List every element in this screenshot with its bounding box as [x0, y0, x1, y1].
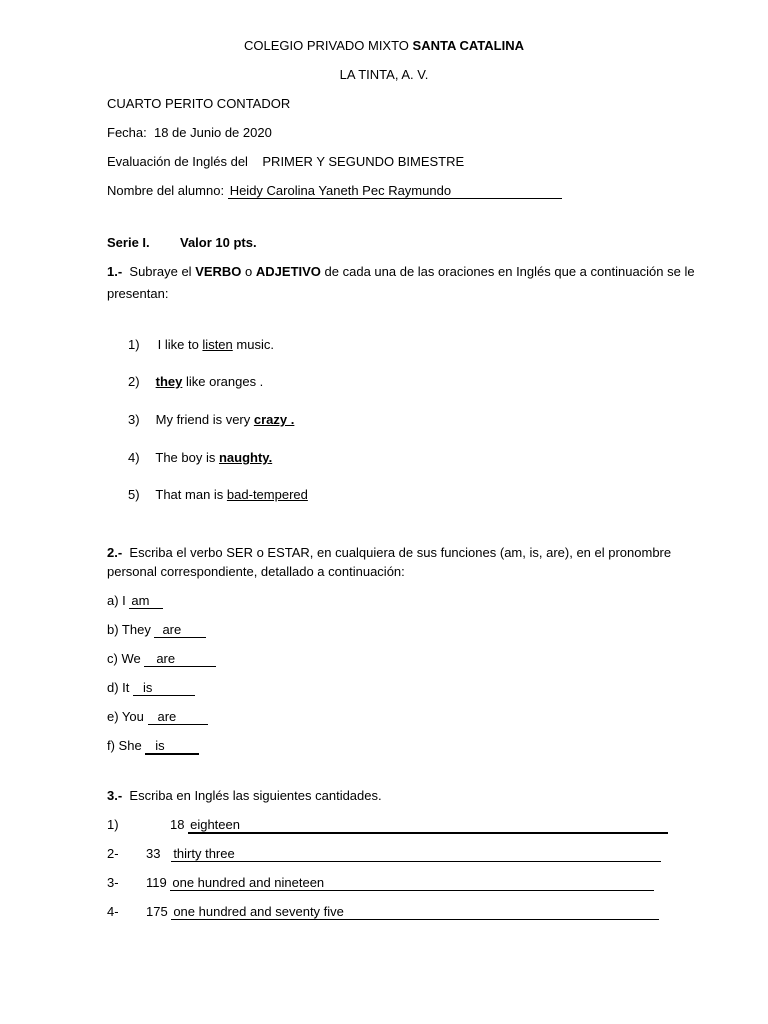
- q3-item: [107, 817, 668, 834]
- student-name: Heidy Carolina Yaneth Pec Raymundo: [228, 184, 562, 199]
- q3-item-amount: 175: [146, 904, 168, 919]
- school-name: SANTA CATALINA: [412, 38, 524, 53]
- q1-text-b: o: [245, 264, 253, 279]
- q3-item: [107, 846, 661, 862]
- q1-item: [128, 374, 263, 390]
- q1-number: 1.-: [107, 264, 123, 279]
- q1-keyword-verbo: VERBO: [195, 264, 242, 279]
- q2-item-label: f) She: [107, 738, 146, 753]
- q3-item-number: 3-: [107, 875, 119, 890]
- q2-paren: (am, is, are): [499, 545, 570, 560]
- student-line: [107, 183, 562, 199]
- q1-text-d: presentan:: [107, 286, 169, 301]
- eval-label: Evaluación de Inglés del: [107, 154, 248, 169]
- q2-text-b: , en el pronombre: [569, 545, 672, 560]
- q3-number: 3.-: [107, 788, 123, 803]
- q2-item-label: c) We: [107, 651, 145, 666]
- q2-item: [107, 680, 195, 696]
- q2-item-label: a) I: [107, 593, 130, 608]
- q2-item: [107, 651, 216, 667]
- q2-item-answer: are: [148, 710, 208, 725]
- q1-item: [128, 337, 274, 353]
- date-line: [107, 125, 272, 141]
- q1-text-a: Subraye el: [129, 264, 192, 279]
- q1-item-pre: That man is: [155, 487, 227, 502]
- q2-number: 2.-: [107, 545, 123, 560]
- q3-item-answer: one hundred and seventy five: [171, 905, 659, 920]
- q2-item: [107, 709, 208, 725]
- q2-text-a: Escriba el verbo SER o ESTAR, en cualquiera de sus funciones: [129, 545, 497, 560]
- q3-item-answer: eighteen: [188, 818, 668, 834]
- serie-value: Valor 10 pts.: [180, 235, 257, 250]
- q1-item-answer: they: [155, 374, 183, 389]
- q2-item-label: e) You: [107, 709, 148, 724]
- q1-item: [128, 412, 294, 428]
- q2-item-answer: is: [133, 681, 195, 696]
- q3-item-answer: one hundred and nineteen: [170, 876, 654, 891]
- q2-item-answer: are: [144, 652, 216, 667]
- serie-title: Serie I.: [107, 235, 150, 250]
- q2-item-answer: am: [129, 594, 163, 609]
- q3-item-answer: thirty three: [171, 847, 661, 862]
- q3-item-number: 4-: [107, 904, 119, 919]
- q1-item-answer: listen: [202, 337, 233, 352]
- q3-item: [107, 904, 659, 920]
- location: LA TINTA, A. V.: [339, 67, 429, 82]
- q3-item-number: 1): [107, 817, 119, 832]
- q2-item-answer: is: [145, 739, 199, 755]
- q3-item-amount: 18: [170, 817, 185, 832]
- q3-item-number: 2-: [107, 846, 119, 861]
- q1-item-number: 5): [128, 487, 140, 502]
- q1-item-answer: bad-tempered: [226, 487, 308, 502]
- q1-item-post: music.: [232, 337, 274, 352]
- eval-value: PRIMER Y SEGUNDO BIMESTRE: [262, 154, 465, 169]
- q1-item-number: 1): [128, 337, 140, 352]
- q1-item-pre: The boy is: [155, 450, 219, 465]
- q3-item: [107, 875, 654, 891]
- grade: CUARTO PERITO CONTADOR: [107, 96, 291, 111]
- school-title: [0, 38, 768, 54]
- q2-item: [107, 622, 206, 638]
- school-prefix: COLEGIO PRIVADO MIXTO: [243, 38, 409, 53]
- q2-item-label: d) It: [107, 680, 134, 695]
- q1-keyword-adjetivo: ADJETIVO: [255, 264, 321, 279]
- q1-item: [128, 450, 272, 466]
- q2-item: [107, 738, 199, 755]
- q3-item-amount: 119: [146, 875, 167, 890]
- q1-text-c: de cada una de las oraciones en Inglés que a continuación se le: [324, 264, 695, 279]
- q2-instruction: [107, 545, 671, 561]
- q1-item-answer: crazy .: [253, 412, 295, 427]
- q3-item-amount: 33: [146, 846, 161, 861]
- q2-item-label: b) They: [107, 622, 155, 637]
- q2-item: [107, 593, 163, 609]
- q2-text-c: personal correspondiente, detallado a continuación:: [107, 564, 405, 579]
- q1-item-pre: I like to: [157, 337, 203, 352]
- q1-item-number: 3): [128, 412, 140, 427]
- date-label: Fecha:: [107, 125, 147, 140]
- q1-item-answer: naughty.: [218, 450, 273, 465]
- q1-item-pre: My friend is very: [155, 412, 254, 427]
- q1-item-post: like oranges .: [182, 374, 264, 389]
- student-label: Nombre del alumno:: [107, 183, 225, 198]
- q3-text: Escriba en Inglés las siguientes cantidades.: [129, 788, 382, 803]
- date-value: 18 de Junio de 2020: [153, 125, 272, 140]
- q1-instruction: [107, 264, 695, 280]
- q2-item-answer: are: [154, 623, 206, 638]
- q1-item-number: 2): [128, 374, 140, 389]
- evaluation-line: [107, 154, 464, 170]
- q3-instruction: [107, 788, 382, 804]
- q1-item: [128, 487, 308, 503]
- q1-item-number: 4): [128, 450, 140, 465]
